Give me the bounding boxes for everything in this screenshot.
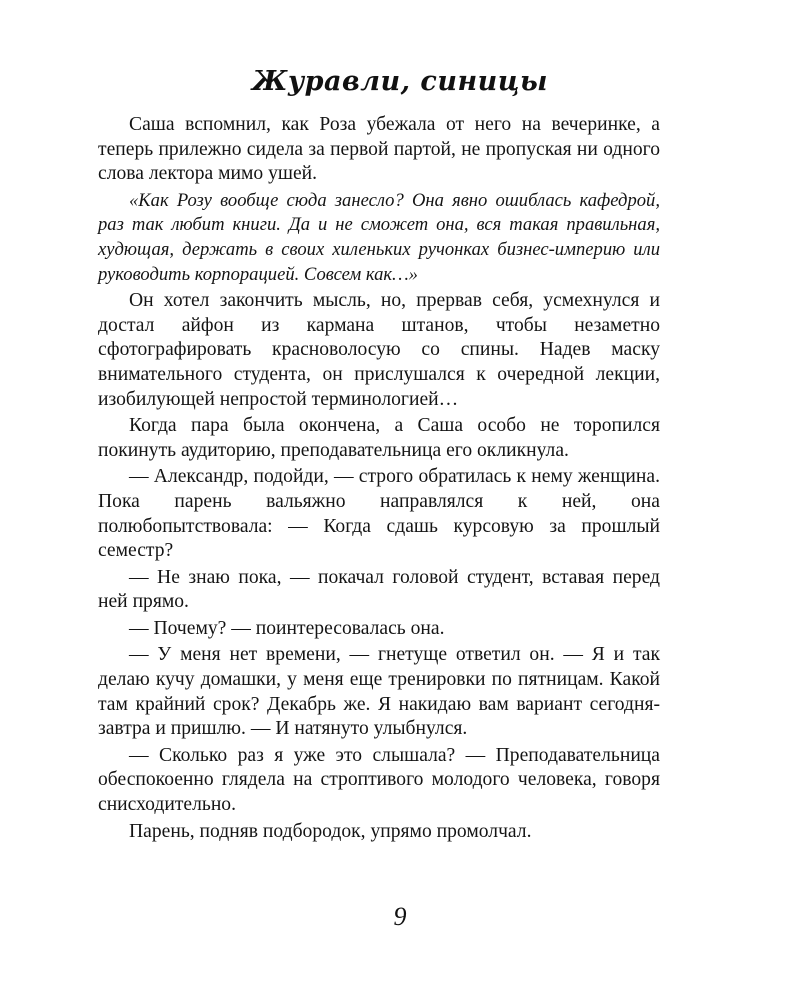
paragraph-dialogue: — Сколько раз я уже это слышала? — Преподавательница обеспокоенно глядела на строптивого молодого человека, говоря снисходительно.: [98, 744, 660, 816]
page-number: 9: [393, 902, 407, 931]
paragraph: Парень, подняв подбородок, упрямо промолчал.: [129, 820, 532, 842]
paragraph: Когда пара была окончена, а Саша особо не торопился покинуть аудиторию, преподавательница его окликнула.: [98, 415, 660, 461]
paragraph-dialogue: — Александр, подойди, — строго обратилась к нему женщина. Пока парень вальяжно направлялся к ней, она полюбопытствовала: — Когда сдашь курсовую за прошлый семестр?: [98, 466, 660, 562]
paragraph: Саша вспомнил, как Роза убежала от него на вечеринке, а теперь прилежно сидела за первой партой, не пропуская ни одного слова лектора мимо ушей.: [98, 114, 660, 185]
paragraph-inner-monologue: «Как Розу вообще сюда занесло? Она явно ошиблась кафедрой, раз так любит книги. Да и не сможет она, вся такая правильная, худющая, держать в своих хиленьких ручонках бизнес-империю или руководить корпорацией. Совсем как…»: [98, 189, 660, 285]
paragraph-dialogue: — Не знаю пока, — покачал головой студент, вставая перед ней прямо.: [98, 566, 660, 613]
paragraph-dialogue: — Почему? — поинтересовалась она.: [129, 617, 445, 639]
paragraph-dialogue: — У меня нет времени, — гнетуще ответил он. — Я и так делаю кучу домашки, у меня еще тренировки по пятницам. Какой там крайний срок? Декабрь же. Я накидаю вам вариант сегодня-завтра и пришлю. — И натянуто улыбнулся.: [98, 644, 660, 740]
paragraph: Он хотел закончить мысль, но, прервав себя, усмехнулся и достал айфон из кармана штанов, чтобы незаметно сфотографировать красноволосую со спины. Надев маску внимательного студента, он прислушался к очередной лекции, изобилующей непростой терминологией…: [98, 290, 660, 410]
body-text: [98, 113, 660, 846]
running-title: Журавли, синицы: [252, 66, 548, 97]
